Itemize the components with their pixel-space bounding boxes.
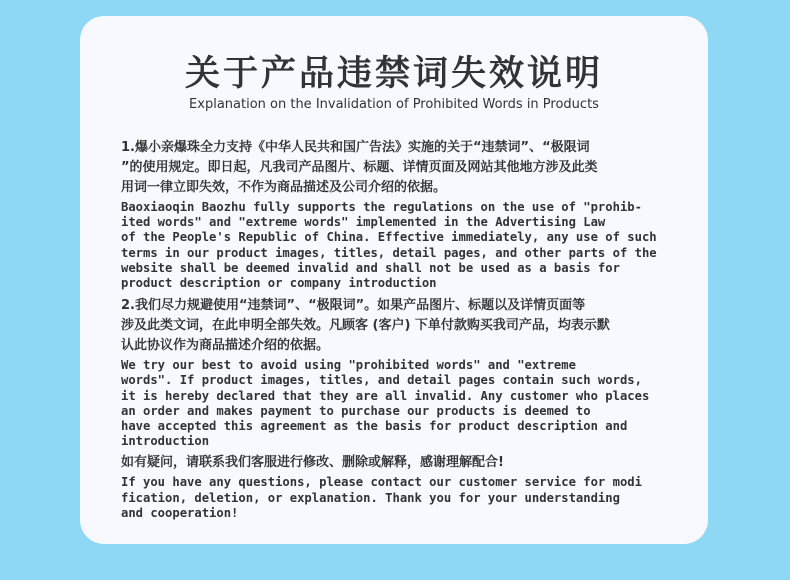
- section-3-english: [121, 475, 673, 521]
- section-1-en-line: ited words" and "extreme words" implemented in the Advertising Law: [121, 215, 606, 230]
- notice-section-1: [121, 138, 673, 291]
- section-2-en-line: We try our best to avoid using "prohibited words" and "extreme: [121, 358, 576, 373]
- section-1-english: [121, 200, 673, 291]
- section-2-en-line: words". If product images, titles, and detail pages contain such words,: [121, 373, 642, 388]
- page-title: 关于产品违禁词失效说明: [184, 54, 603, 94]
- section-2-en-line: have accepted this agreement as the basis for product description and: [121, 419, 628, 434]
- section-2-english: [121, 358, 673, 449]
- section-2-chinese: [121, 296, 673, 356]
- notice-section-3: [121, 453, 673, 521]
- notice-card: [80, 16, 708, 544]
- section-2-en-line: introduction: [121, 434, 210, 449]
- notice-section-2: [121, 296, 673, 449]
- section-1-en-line: website shall be deemed invalid and shall not be used as a basis for: [121, 260, 620, 275]
- section-1-en-line: Baoxiaoqin Baozhu fully supports the regulations on the use of "prohib-: [121, 200, 642, 214]
- section-3-en-line: If you have any questions, please contact our customer service for modi: [121, 475, 642, 490]
- section-3-zh-line: 如有疑问，请联系我们客服进行修改、删除或解释，感谢理解配合!: [121, 455, 504, 471]
- section-1-en-line: terms in our product images, titles, detail pages, and other parts of the: [121, 245, 657, 260]
- section-1-en-line: of the People's Republic of China. Effective immediately, any use of such: [121, 230, 657, 245]
- section-2-zh-line: 认此协议作为商品描述介绍的依据。: [121, 338, 330, 354]
- section-1-zh-line: 1.爆小亲爆珠全力支持《中华人民共和国广告法》实施的关于“违禁词”、“极限词: [121, 140, 590, 155]
- section-1-zh-line: ”的使用规定。即日起，凡我司产品图片、标题、详情页面及网站其他地方涉及此类: [121, 160, 598, 175]
- section-2-zh-line: 2.我们尽力规避使用“违禁词”、“极限词”。如果产品图片、标题以及详情页面等: [121, 298, 586, 314]
- section-2-en-line: it is hereby declared that they are all invalid. Any customer who places: [121, 388, 650, 403]
- section-2-zh-line: 涉及此类文词，在此申明全部失效。凡顾客 (客户) 下单付款购买我司产品，均表示默: [121, 318, 610, 334]
- section-1-en-line: product description or company introduction: [121, 276, 437, 291]
- page-subtitle: Explanation on the Invalidation of Prohibited Words in Products: [189, 97, 599, 112]
- section-1-zh-line: 用词一律立即失效，不作为商品描述及公司介绍的依据。: [121, 180, 447, 195]
- section-2-en-line: an order and makes payment to purchase our products is deemed to: [121, 403, 591, 418]
- section-3-en-line: and cooperation!: [121, 505, 239, 520]
- section-1-chinese: [121, 138, 673, 198]
- notice-content: [121, 138, 673, 521]
- section-3-en-line: fication, deletion, or explanation. Thank you for your understanding: [121, 490, 620, 505]
- section-3-chinese: [121, 453, 673, 473]
